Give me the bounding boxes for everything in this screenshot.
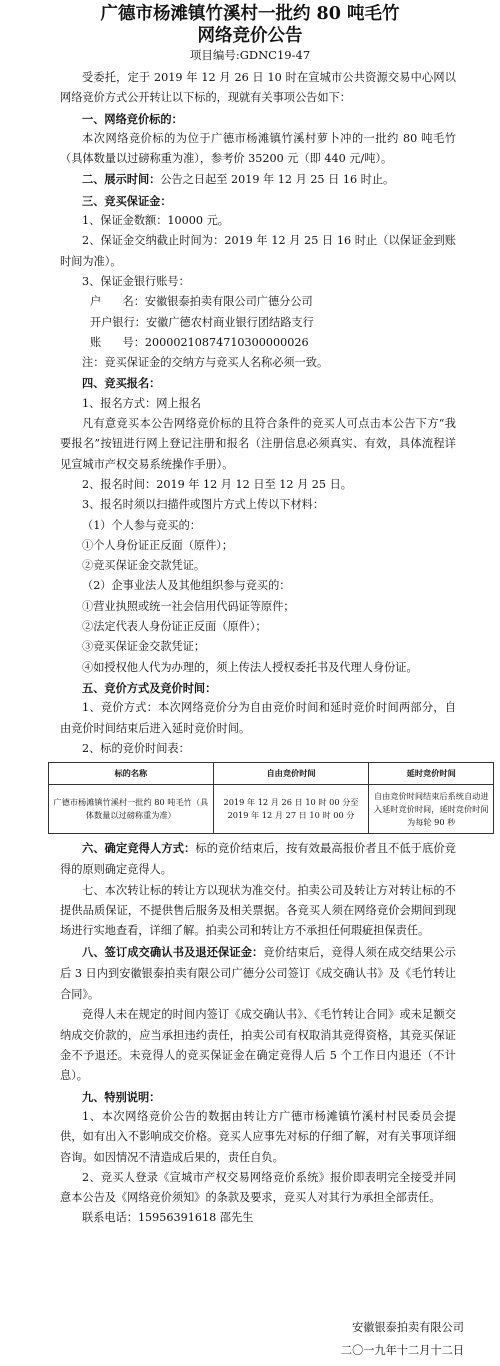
section-8-body: 竞价结束后，竞得人须在成交结果公示后 3 日内到安徽银泰拍卖有限公司广德分公司签订《成交确认书》及《毛竹转让合同》。: [60, 945, 456, 1002]
section-2-body: 公告之日起至 2019 年 12 月 25 日 16 时止。: [160, 173, 395, 187]
registration-time: 2、报名时间：2019 年 12 月 12 日至 12 月 25 日。: [82, 477, 352, 491]
section-1-body: 本次网络竞价标的为位于广德市杨滩镇竹溪村萝卜冲的一批约 80 吨毛竹（具体数量以过磅称重为准），参考价 35200 元（即 440 元/吨）。: [60, 131, 456, 166]
materials-individual-1: ①个人身份证正反面（原件）；: [82, 538, 234, 552]
special-note-2: 2、竞买人登录《宣城市产权交易网络竞价系统》报价即表明完全接受并同意本公告及《网络竞价须知》的条款及要求，竞买人对其行为承担全部责任。: [60, 1170, 456, 1205]
section-6-heading: 六、确定竞得人方式：: [82, 841, 196, 856]
signature-company: 安徽银泰拍卖有限公司: [352, 1321, 464, 1334]
section-8: [60, 942, 456, 1006]
signature-date: 二〇一九年十二月十二日: [340, 1344, 464, 1357]
project-number: 项目编号:GDNC19-47: [189, 48, 311, 62]
materials-organization: （2）企事业法人及其他组织参与竞买的：: [82, 579, 291, 593]
bidding-schedule-table: [48, 762, 494, 834]
page-title-line1: 广德市杨滩镇竹溪村一批约 80 吨毛竹: [100, 4, 400, 24]
section-2: [60, 169, 456, 190]
section-1-heading: 一、网络竞价标的：: [82, 111, 183, 126]
deposit-deadline: 2、保证金交纳截止时间为：2019 年 12 月 25 日 16 时止（以保证金到账时间为准）。: [60, 234, 456, 268]
materials-organization-4: ④如授权他人代为办理的，须上传法人授权委托书及代理人身份证。: [82, 660, 418, 674]
deposit-note: 注：竞买保证金的交纳方与竞买人名称必须一致。: [82, 356, 329, 370]
table-header-delay-time: 延时竞价时间: [369, 763, 494, 785]
section-5-heading: 五、竞价方式及竞价时间：: [82, 680, 217, 695]
registration-method: 1、报名方式：网上报名: [82, 396, 201, 410]
table-header-row: [49, 763, 494, 785]
table-cell-free-time: 2019 年 12 月 26 日 10 时 00 分至 2019 年 12 月 27 日 10 时 00 分: [213, 785, 369, 834]
intro-paragraph: 受委托，定于 2019 年 12 月 26 日 10 时在宣城市公共资源交易中心网以网络竞价方式公开转让以下标的，现就有关事项公告如下：: [60, 71, 456, 105]
announcement-body: [0, 68, 500, 1229]
section-8-heading: 八、签订成交确认书及退还保证金：: [82, 944, 264, 959]
materials-individual: （1）个人参与竞买的：: [82, 518, 201, 532]
section-9-heading: 九、特别说明：: [82, 1089, 161, 1104]
materials-organization-2: ②法定代表人身份证正反面（原件）；: [82, 620, 267, 634]
registration-materials: 3、报名时须以扫描件或图片方式上传以下材料：: [82, 498, 325, 512]
contact-phone: 联系电话：15956391618 邵先生: [82, 1211, 254, 1225]
bank-branch: 开户银行：安徽广德农村商业银行团结路支行: [90, 315, 314, 329]
section-8-body-2: 竞得人未在规定的时间内签订《成交确认书》、《毛竹转让合同》或未足额交纳成交价款的，应当承担违约责任，拍卖公司有权取消其竞得资格，其竞买保证金不予退还。未竞得人的竞买保证金在确定竞得人后 5 个工作日内退还（不计息）。: [60, 1008, 456, 1083]
materials-individual-2: ②竞买保证金交款凭证。: [82, 559, 206, 573]
bidding-schedule-label: 2、标的竞价时间表：: [82, 741, 190, 755]
section-6: [60, 838, 456, 881]
deposit-account-label: 3、保证金银行账号：: [82, 274, 190, 288]
table-cell-item: 广德市杨滩镇竹溪村一批约 80 吨毛竹（具体数量以过磅称重为准）: [49, 785, 214, 834]
materials-organization-1: ①营业执照或统一社会信用代码证等原件；: [82, 599, 295, 613]
materials-organization-3: ③竞买保证金交款凭证；: [82, 640, 206, 654]
table-header-item: 标的名称: [49, 763, 214, 785]
special-note-1: 1、本次网络竞价公告的数据由转让方广德市杨滩镇竹溪村村民委员会提供，如有出入不影响成交价格。竞买人应事先对标的仔细了解，对有关事项详细咨询。如因情况不清造成后果的，责任自负。: [60, 1109, 456, 1164]
section-4-heading: 四、竞买报名：: [82, 376, 161, 391]
bank-account-name: 户 名：安徽银泰拍卖有限公司广德分公司: [90, 295, 313, 309]
page-title-line2: 网络竞价公告: [197, 26, 303, 46]
bidding-method: 1、竞价方式：本次网络竞价分为自由竞价时间和延时竞价时间两部分，自由竞价时间结束后进入延时竞价时间。: [60, 701, 456, 735]
section-6-body: 标的竞价结束后，按有效最高报价者且不低于底价竞得的原则确定竞得人。: [60, 842, 456, 877]
section-2-heading: 二、展示时间：: [82, 172, 161, 187]
section-3-heading: 三、竞买保证金：: [82, 193, 172, 208]
registration-method-detail: 凡有意竞买本公告网络竞价标的且符合条件的竞买人可点击本公告下方“我要报名”按钮进行网上登记注册和报名（注册信息必须真实、有效，具体流程详见宣城市产权交易系统操作手册）。: [60, 417, 456, 471]
bank-account-number: 账 号：20000210874710300000026: [90, 335, 309, 349]
table-header-free-time: 自由竞价时间: [213, 763, 369, 785]
table-cell-delay-time: 自由竞价时间结束后系统自动进入延时竞价时间，延时竞价时间为每轮 90 秒: [369, 785, 494, 834]
section-7-body: 七、本次转让标的转让方以现状为准交付。拍卖公司及转让方对转让标的不提供品质保证，不提供售后服务及相关票据。各竞买人须在网络竞价会期间到现场进行实地查看，详细了解。拍卖公司和转让方不承担任何瑕疵担保责任。: [60, 883, 456, 938]
table-row: [49, 785, 494, 834]
deposit-amount: 1、保证金数额：10000 元。: [82, 214, 229, 228]
